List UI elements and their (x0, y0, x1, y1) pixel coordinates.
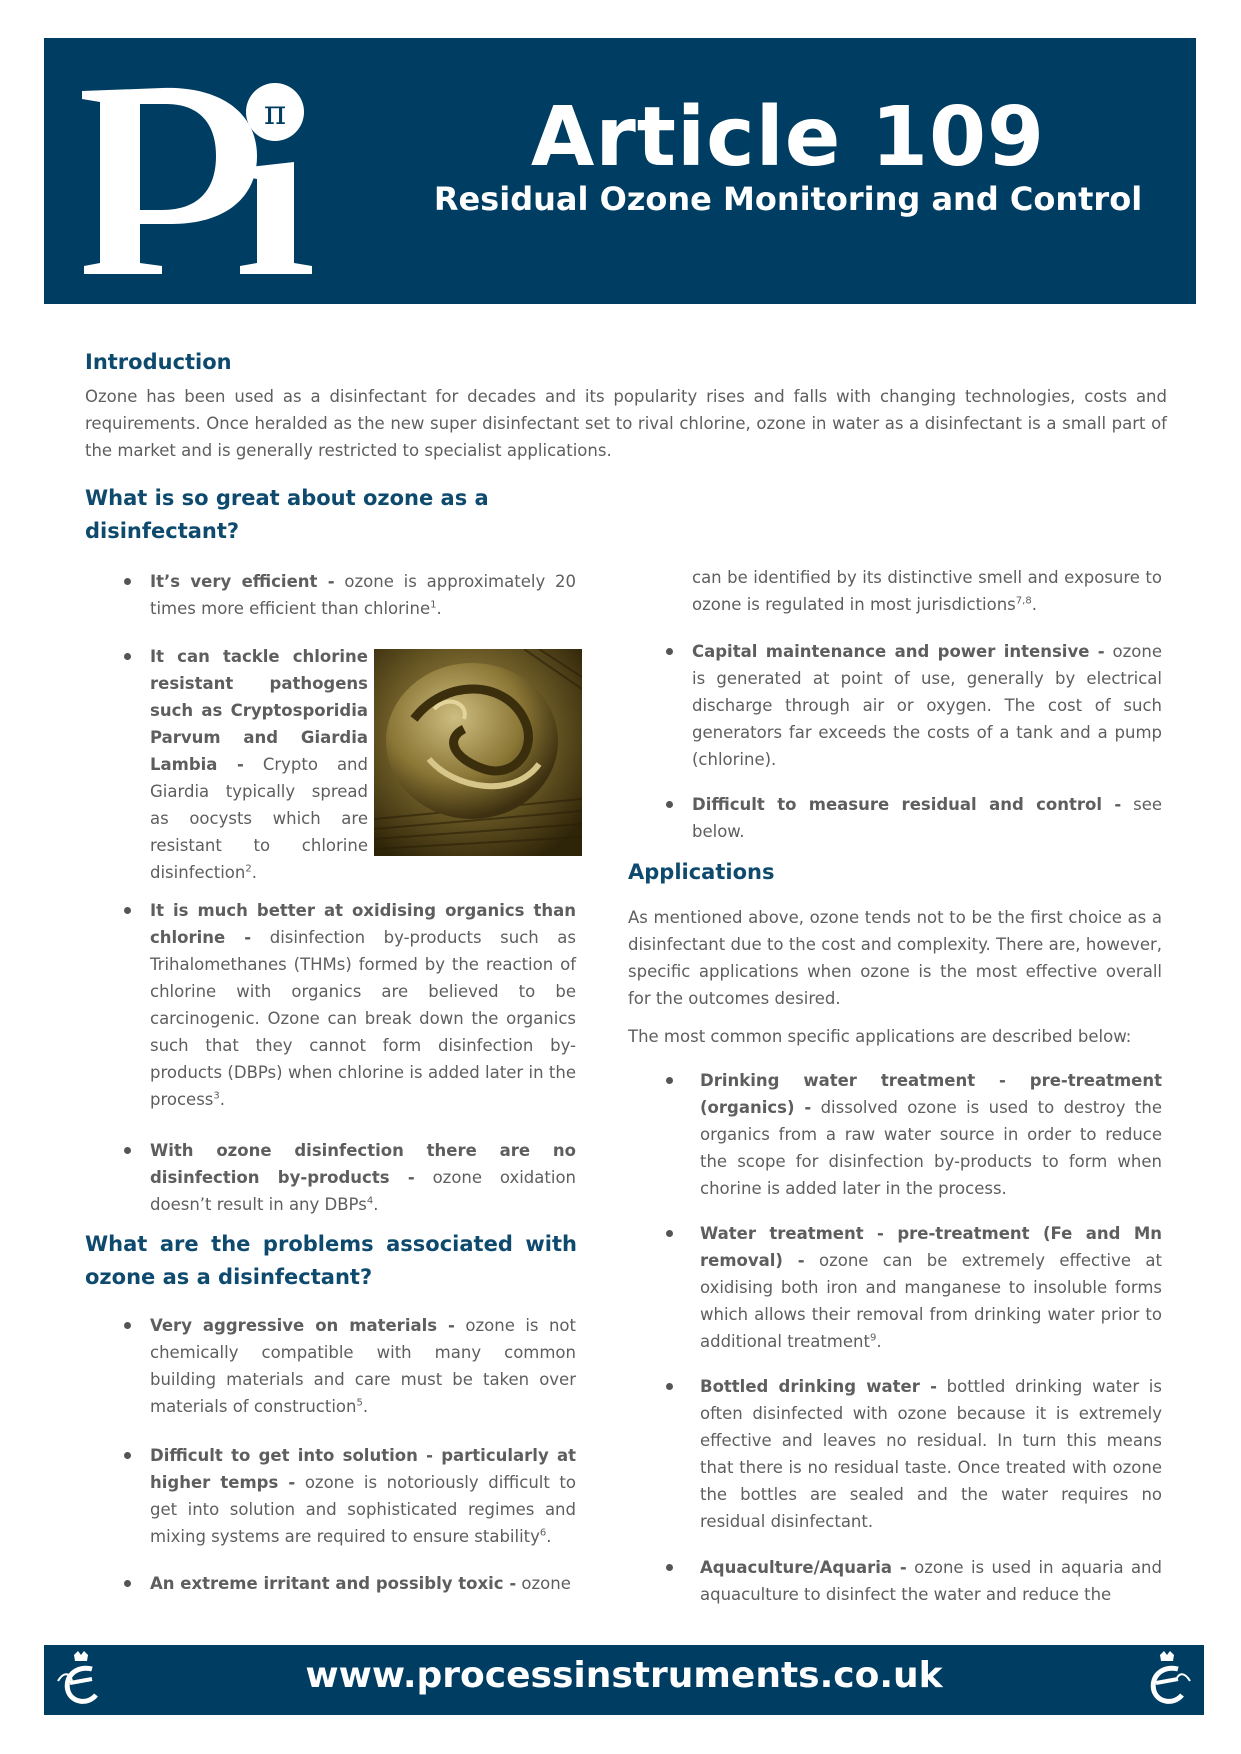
problems-heading: What are the problems associated with ozone as a disinfectant? (85, 1232, 577, 1289)
intro-paragraph: Ozone has been used as a disinfectant for decades and its popularity rises and falls with changing technologies, costs and requirements. Once heralded as the new super disinfectant set to rival chlorine, ozone in water as a disinfectant is a small part of the market and is generally restricted to specialist applications. (85, 387, 1167, 460)
article-subtitle: Residual Ozone Monitoring and Control (433, 180, 1143, 218)
bullet-dot (666, 648, 673, 655)
bullet-dot (124, 578, 131, 585)
bullet-dot (124, 907, 131, 914)
queens-award-icon (1140, 1651, 1194, 1711)
bullet-dot (124, 1452, 131, 1459)
svg-text:π: π (263, 93, 287, 133)
bullet-dot (124, 1580, 131, 1587)
footer-banner (44, 1645, 1204, 1715)
problem-item-1: Very aggressive on materials - ozone is not chemically compatible with many common building materials and care must be taken over materials of construction$^5$. (150, 1316, 577, 1416)
great-heading: What is so great about ozone as a disinfectant? (85, 486, 489, 543)
bullet-dot (666, 1077, 673, 1084)
problem-item-2: Difficult to get into solution - particularly at higher temps - ozone is notoriously difficult to get into solution and sophisticated regimes and mixing systems are required to ensure stability$^6$. (150, 1446, 576, 1546)
great-item-1: It’s very efficient - ozone is approximately 20 times more efficient than chlorine$^1$. (150, 572, 577, 618)
applications-paragraph-2: The most common specific applications are described below: (628, 1027, 1132, 1046)
article-title: Article 109 (530, 90, 1046, 185)
problem-item-4: Capital maintenance and power intensive - ozone is generated at point of use, generally by electrical discharge through air or oxygen. The cost of such generators far exceeds the costs of a tank and a pump (chlorine). (692, 642, 1162, 769)
cryptosporidium-image (374, 649, 582, 856)
bullet-dot (124, 1322, 131, 1329)
bullet-dot (666, 1564, 673, 1571)
problem-item-3: An extreme irritant and possibly toxic - ozone (150, 1574, 571, 1593)
bullet-dot (124, 653, 131, 660)
bullet-dot (666, 801, 673, 808)
great-item-4: With ozone disinfection there are no disinfection by-products - ozone oxidation doesn’t result in any DBPs$^4$. (150, 1141, 576, 1214)
bullet-dot (666, 1230, 673, 1237)
bullet-dot (666, 1383, 673, 1390)
application-item-4: Aquaculture/Aquaria - ozone is used in aquaria and aquaculture to disinfect the water and reduce the (700, 1558, 1162, 1604)
problem-item-3-continued: can be identified by its distinctive smell and exposure to ozone is regulated in most jurisdictions$^{7,8}$. (692, 568, 1162, 614)
header-banner (44, 38, 1196, 304)
problem-item-5: Difficult to measure residual and control - see below. (692, 795, 1162, 841)
website-link[interactable]: www.processinstruments.co.uk (305, 1655, 943, 1696)
application-item-3: Bottled drinking water - bottled drinking water is often disinfected with ozone because it is extremely effective and leaves no residual. In turn this means that there is no residual taste. Once treated with ozone the bottles are sealed and the water requires no residual disinfectant. (700, 1377, 1162, 1531)
intro-heading: Introduction (85, 350, 232, 374)
great-item-3: It is much better at oxidising organics than chlorine - disinfection by-products such as Trihalomethanes (THMs) formed by the reaction of chlorine with organics are believed to be carcinogenic. Ozone can break down the organics such that they cannot form disinfection by-products (DBPs) when chlorine is added later in the process$^3$. (150, 901, 576, 1109)
applications-paragraph-1: As mentioned above, ozone tends not to be the first choice as a disinfectant due to the cost and complexity. There are, however, specific applications when ozone is the most effective overall for the outcomes desired. (628, 908, 1162, 1008)
application-item-1: Drinking water treatment - pre-treatment (organics) - dissolved ozone is used to destroy the organics from a raw water source in order to reduce the scope for disinfection by-products to form when chorine is added later in the process. (700, 1071, 1162, 1198)
applications-heading: Applications (628, 860, 775, 884)
bullet-dot (124, 1147, 131, 1154)
application-item-2: Water treatment - pre-treatment (Fe and Mn removal) - ozone can be extremely effective at oxidising both iron and manganese to insoluble forms which allows their removal from drinking water prior to additional treatment$^9$. (700, 1224, 1162, 1351)
great-item-2: It can tackle chlorine resistant pathogens such as Cryptosporidia Parvum and Giardia Lambia - Crypto and Giardia typically spread as oocysts which are resistant to chlorine disinfection$^2$. (150, 647, 368, 882)
pi-logo (62, 44, 322, 294)
